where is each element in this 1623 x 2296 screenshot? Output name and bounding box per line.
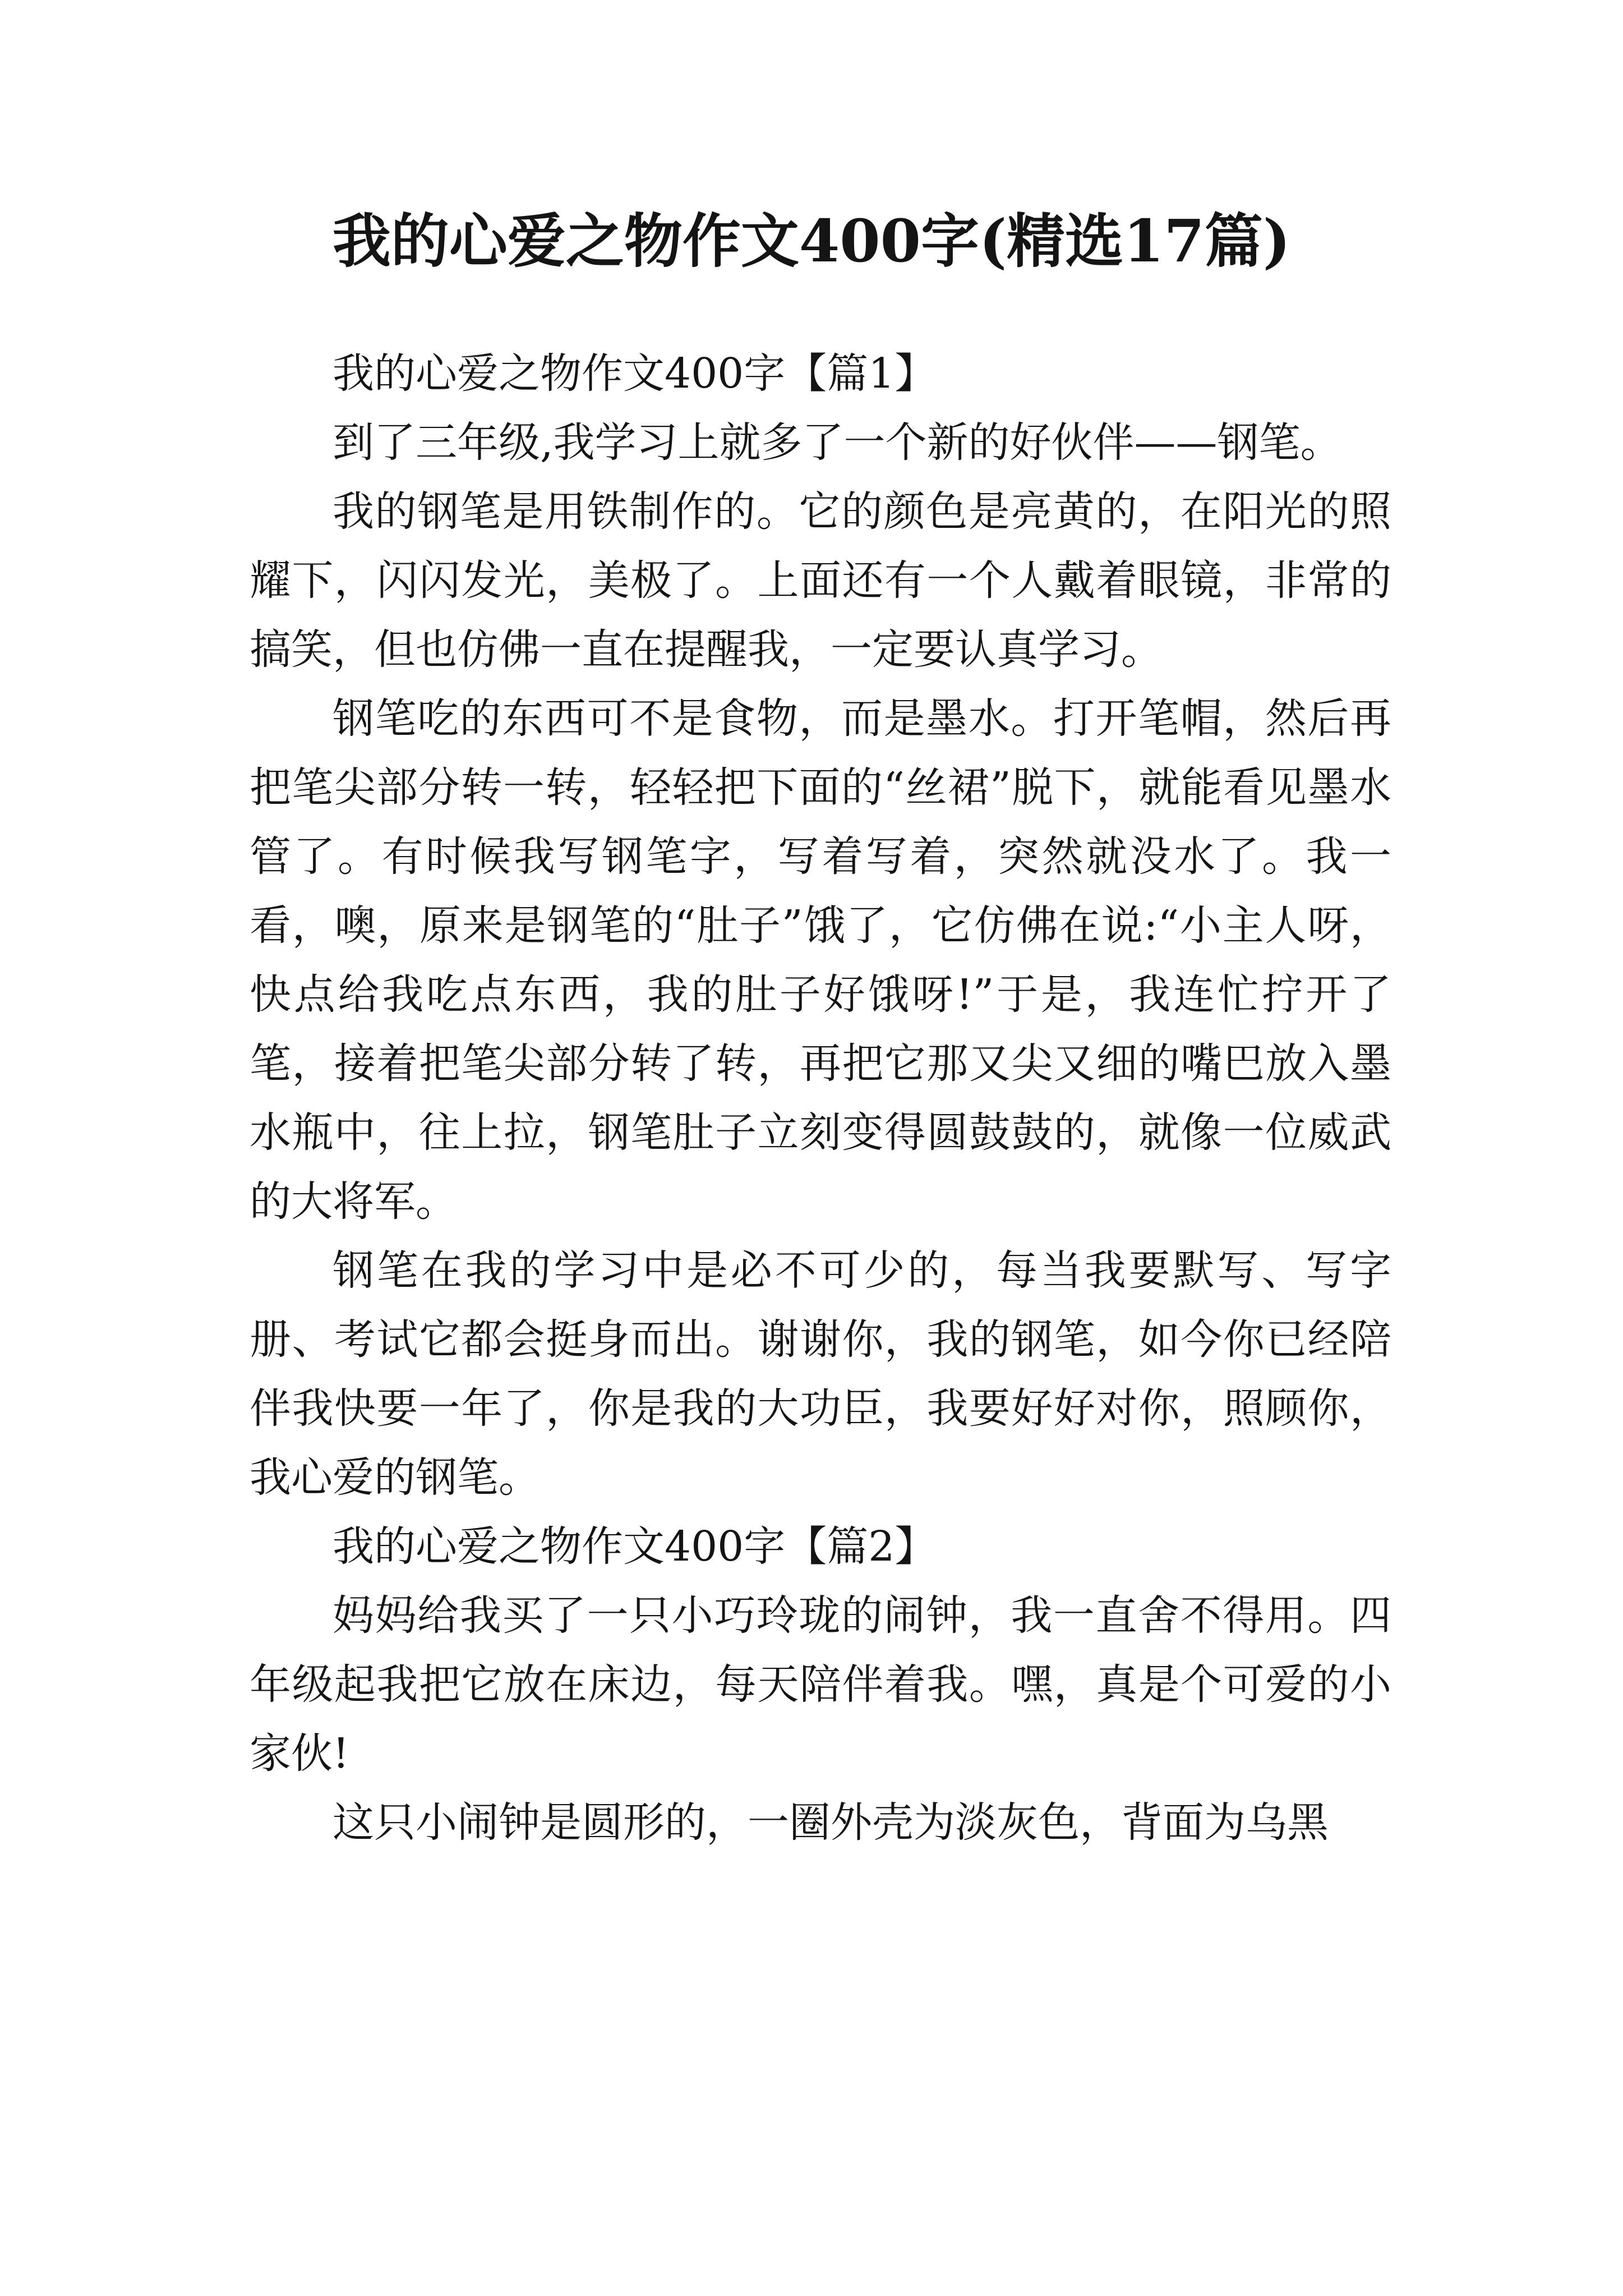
paragraph: 钢笔吃的东西可不是食物，而是墨水。打开笔帽，然后再把笔尖部分转一转，轻轻把下面的“丝裙”脱下，就能看见墨水管了。有时候我写钢笔字，写着写着，突然就没水了。我一看，噢，原来是钢笔的“肚子”饿了，它仿佛在说:“小主人呀，快点给我吃点东西，我的肚子好饿呀!”于是，我连忙拧开了笔，接着把笔尖部分转了转，再把它那又尖又细的嘴巴放入墨水瓶中，往上拉，钢笔肚子立刻变得圆鼓鼓的，就像一位威武的大将军。 (250, 694, 1391, 1226)
paragraph: 我的钢笔是用铁制作的。它的颜色是亮黄的，在阳光的照耀下，闪闪发光，美极了。上面还有一个人戴着眼镜，非常的搞笑，但也仿佛一直在提醒我，一定要认真学习。 (250, 487, 1391, 674)
section-heading-2: 我的心爱之物作文400字【篇2】 (333, 1522, 937, 1571)
paragraph: 妈妈给我买了一只小巧玲珑的闹钟，我一直舍不得用。四年级起我把它放在床边，每天陪伴着我。嘿，真是个可爱的小家伙! (250, 1591, 1391, 1778)
paragraph: 钢笔在我的学习中是必不可少的，每当我要默写、写字册、考试它都会挺身而出。谢谢你，我的钢笔，如今你已经陪伴我快要一年了，你是我的大功臣，我要好好对你，照顾你，我心爱的钢笔。 (250, 1246, 1391, 1502)
paragraph: 到了三年级,我学习上就多了一个新的好伙伴——钢笔。 (333, 418, 1342, 467)
document-body (250, 339, 1391, 1857)
section-heading-1: 我的心爱之物作文400字【篇1】 (333, 349, 937, 398)
paragraph: 这只小闹钟是圆形的，一圈外壳为淡灰色，背面为乌黑 (333, 1798, 1329, 1847)
document-title: 我的心爱之物作文400字(精选17篇) (332, 206, 1291, 275)
